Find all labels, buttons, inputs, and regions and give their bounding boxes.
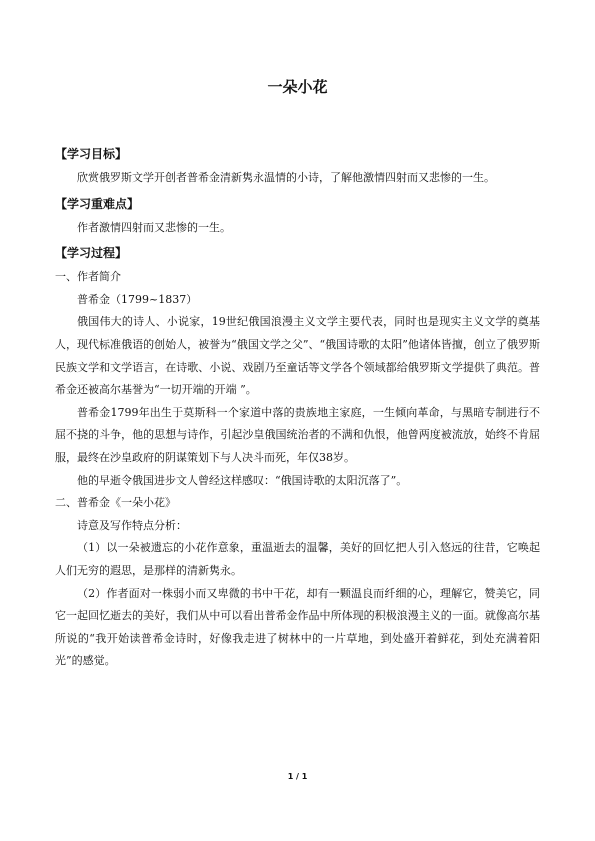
document-body	[55, 140, 540, 673]
part2-subheading: 诗意及写作特点分析：	[77, 518, 187, 532]
author-paragraph-3: 他的早逝令俄国进步文人曾经这样感叹：“俄国诗歌的太阳沉落了”。	[77, 473, 408, 487]
section-heading-process: 【学习过程】	[55, 246, 128, 261]
page-title: 一朵小花	[267, 78, 328, 96]
section-heading-key-points: 【学习重难点】	[55, 196, 140, 211]
page-number: 1 / 1	[287, 772, 308, 781]
author-name-line: 普希金（1799~1837）	[77, 292, 198, 306]
part1-heading: 一、作者简介	[55, 270, 121, 284]
analysis-item-2: （2）作者面对一株弱小而又卑微的书中干花，却有一颗温良而纤细的心，理解它，赞美它，同它一起回忆逝去的美好，我们从中可以看出普希金作品中所体现的积极浪漫主义的一面。就像高尔基所说的“我开始读普希金诗时，好像我走进了树林中的一片草地，到处盛开着鲜花，到处充满着阳光”的感觉。	[55, 586, 540, 668]
author-paragraph-1: 俄国伟大的诗人、小说家，19世纪俄国浪漫主义文学主要代表，同时也是现实主义文学的奠基人，现代标准俄语的创始人，被誉为“俄国文学之父”、“俄国诗歌的太阳”他诸体皆擅，创立了俄罗斯民族文学和文学语言，在诗歌、小说、戏剧乃至童话等文学各个领域都给俄罗斯文学提供了典范。普希金还被高尔基誉为“一切开端的开端 ”。	[55, 315, 540, 397]
key-points-text: 作者激情四射而又悲惨的一生。	[77, 220, 231, 234]
part2-heading: 二、普希金《一朵小花》	[55, 496, 176, 510]
section-heading-goals: 【学习目标】	[55, 147, 128, 161]
goals-text: 欣赏俄罗斯文学开创者普希金清新隽永温情的小诗，了解他激情四射而又悲惨的一生。	[77, 171, 495, 184]
author-paragraph-2: 普希金1799年出生于莫斯科一个家道中落的贵族地主家庭，一生倾向革命，与黑暗专制进行不屈不挠的斗争，他的思想与诗作，引起沙皇俄国统治者的不满和仇恨，他曾两度被流放，始终不肯屈服，最终在沙皇政府的阴谋策划下与人决斗而死，年仅38岁。	[55, 405, 540, 464]
analysis-item-1: （1）以一朵被遗忘的小花作意象，重温逝去的温馨，美好的回忆把人引入悠远的往昔，它唤起人们无穷的遐思，是那样的清新隽永。	[55, 541, 540, 577]
